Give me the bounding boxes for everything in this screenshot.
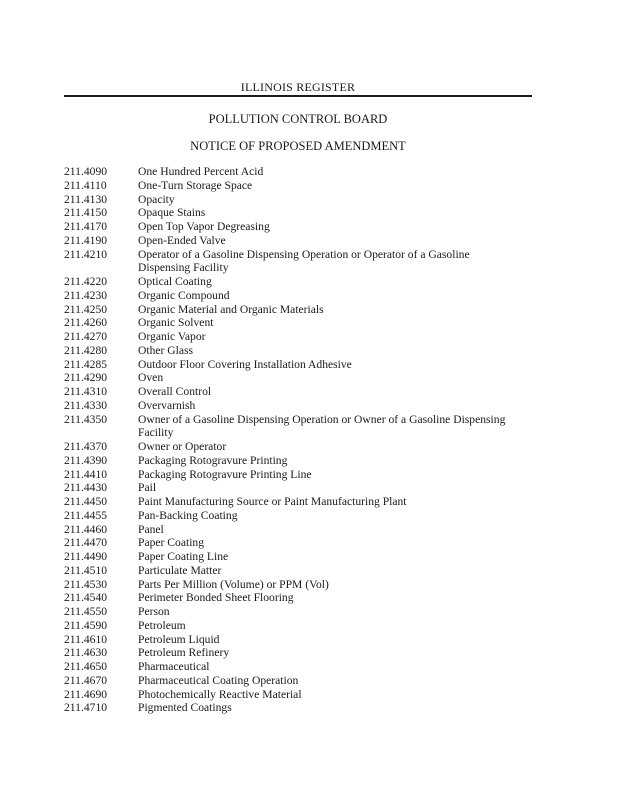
- list-item: [64, 344, 534, 358]
- defined-term: Photochemically Reactive Material: [138, 687, 302, 701]
- section-number: 211.4170: [64, 220, 108, 233]
- defined-term-continued: Dispensing Facility: [138, 261, 229, 275]
- list-item: [64, 248, 534, 262]
- section-number: 211.4130: [64, 192, 108, 206]
- list-item: [64, 399, 534, 413]
- definitions-list: [64, 165, 534, 715]
- section-number: 211.4630: [64, 646, 108, 660]
- section-number: 211.4230: [64, 288, 108, 302]
- section-number: 211.4550: [64, 605, 108, 618]
- defined-term: Opaque Stains: [138, 206, 206, 220]
- list-item: [64, 591, 534, 605]
- list-item: [64, 385, 534, 399]
- defined-term-continued: Facility: [138, 426, 174, 440]
- list-item: [64, 234, 534, 248]
- list-item: [64, 358, 534, 372]
- defined-term: Oven: [138, 371, 164, 385]
- defined-term: One-Turn Storage Space: [138, 178, 253, 192]
- indent-spacer: [64, 261, 138, 275]
- defined-term: Panel: [138, 522, 164, 536]
- indent-spacer: [64, 426, 138, 440]
- section-number: 211.4490: [64, 550, 108, 563]
- section-number: 211.4670: [64, 673, 108, 687]
- section-number: 211.4430: [64, 481, 108, 495]
- section-number: 211.4470: [64, 536, 108, 550]
- section-number: 211.4410: [64, 467, 108, 481]
- section-number: 211.4260: [64, 316, 108, 330]
- list-item: [64, 633, 534, 647]
- section-number: 211.4510: [64, 563, 108, 577]
- list-item: [64, 454, 534, 468]
- list-item: [64, 371, 534, 385]
- section-number: 211.4370: [64, 440, 108, 453]
- defined-term: Paint Manufacturing Source or Paint Manufacturing Plant: [138, 495, 407, 508]
- defined-term: Packaging Rotogravure Printing: [138, 453, 288, 467]
- section-number: 211.4450: [64, 495, 108, 508]
- list-item: [64, 179, 534, 193]
- defined-term: Optical Coating: [138, 275, 212, 288]
- list-item: [64, 330, 534, 344]
- defined-term: Paper Coating: [138, 536, 205, 550]
- section-number: 211.4190: [64, 233, 108, 247]
- section-number: 211.4590: [64, 618, 108, 632]
- defined-term: Paper Coating Line: [138, 550, 229, 563]
- defined-term: Pan-Backing Coating: [138, 508, 238, 522]
- section-number: 211.4210: [64, 247, 108, 261]
- defined-term: Open Top Vapor Degreasing: [138, 220, 270, 233]
- defined-term: Overvarnish: [138, 398, 196, 412]
- list-item: [64, 509, 534, 523]
- list-item: [64, 536, 534, 550]
- section-number: 211.4710: [64, 701, 108, 715]
- list-item: [64, 660, 534, 674]
- list-item: [64, 413, 534, 427]
- list-item: [64, 688, 534, 702]
- section-number: 211.4330: [64, 398, 108, 412]
- section-number: 211.4090: [64, 165, 108, 178]
- section-number: 211.4150: [64, 206, 108, 220]
- list-item: [64, 440, 534, 454]
- list-item: [64, 605, 534, 619]
- list-item: [64, 646, 534, 660]
- defined-term: Parts Per Million (Volume) or PPM (Vol): [138, 577, 329, 591]
- defined-term: Pharmaceutical Coating Operation: [138, 673, 299, 687]
- defined-term: One Hundred Percent Acid: [138, 165, 264, 178]
- defined-term: Person: [138, 605, 170, 618]
- defined-term: Overall Control: [138, 385, 212, 398]
- defined-term: Organic Solvent: [138, 316, 214, 330]
- list-item: [64, 193, 534, 207]
- list-item: [64, 289, 534, 303]
- defined-term: Perimeter Bonded Sheet Flooring: [138, 591, 294, 605]
- section-number: 211.4110: [64, 178, 107, 192]
- list-item: [64, 674, 534, 688]
- section-number: 211.4460: [64, 522, 108, 536]
- list-item: [64, 481, 534, 495]
- list-item: [64, 165, 534, 179]
- list-item: [64, 578, 534, 592]
- list-item: [64, 564, 534, 578]
- defined-term: Organic Material and Organic Materials: [138, 302, 324, 316]
- list-item: [64, 206, 534, 220]
- section-number: 211.4690: [64, 687, 108, 701]
- list-item: [64, 550, 534, 564]
- register-header: ILLINOIS REGISTER: [240, 80, 356, 94]
- section-number: 211.4530: [64, 577, 108, 591]
- section-number: 211.4280: [64, 343, 108, 357]
- section-number: 211.4290: [64, 371, 108, 385]
- section-number: 211.4250: [64, 302, 108, 316]
- list-item-continuation: [64, 261, 534, 275]
- defined-term: Opacity: [138, 192, 175, 206]
- header-rule: [64, 95, 532, 97]
- section-number: 211.4310: [64, 385, 108, 398]
- defined-term: Owner of a Gasoline Dispensing Operation or Owner of a Gasoline Dispensing: [138, 412, 506, 426]
- list-item: [64, 468, 534, 482]
- section-number: 211.4270: [64, 330, 108, 343]
- section-number: 211.4390: [64, 453, 108, 467]
- section-number: 211.4455: [64, 508, 108, 522]
- defined-term: Owner or Operator: [138, 440, 227, 453]
- section-number: 211.4350: [64, 412, 108, 426]
- defined-term: Pigmented Coatings: [138, 701, 232, 715]
- defined-term: Pharmaceutical: [138, 660, 210, 673]
- list-item: [64, 220, 534, 234]
- defined-term: Organic Compound: [138, 288, 230, 302]
- section-number: 211.4650: [64, 660, 108, 673]
- section-number: 211.4220: [64, 275, 108, 288]
- section-number: 211.4540: [64, 591, 108, 605]
- defined-term: Outdoor Floor Covering Installation Adhesive: [138, 357, 352, 371]
- list-item-continuation: [64, 426, 534, 440]
- defined-term: Open-Ended Valve: [138, 233, 226, 247]
- board-title: POLLUTION CONTROL BOARD: [208, 112, 388, 126]
- list-item: [64, 619, 534, 633]
- list-item: [64, 303, 534, 317]
- list-item: [64, 495, 534, 509]
- section-number: 211.4285: [64, 357, 108, 371]
- defined-term: Petroleum: [138, 618, 186, 632]
- defined-term: Organic Vapor: [138, 330, 206, 343]
- list-item: [64, 275, 534, 289]
- defined-term: Petroleum Refinery: [138, 646, 230, 660]
- list-item: [64, 523, 534, 537]
- defined-term: Other Glass: [138, 343, 194, 357]
- list-item: [64, 701, 534, 715]
- defined-term: Operator of a Gasoline Dispensing Operation or Operator of a Gasoline: [138, 247, 470, 261]
- list-item: [64, 316, 534, 330]
- section-number: 211.4610: [64, 632, 108, 646]
- defined-term: Pail: [138, 481, 157, 495]
- defined-term: Packaging Rotogravure Printing Line: [138, 467, 312, 481]
- notice-title: NOTICE OF PROPOSED AMENDMENT: [190, 139, 406, 153]
- defined-term: Petroleum Liquid: [138, 632, 220, 646]
- defined-term: Particulate Matter: [138, 563, 222, 577]
